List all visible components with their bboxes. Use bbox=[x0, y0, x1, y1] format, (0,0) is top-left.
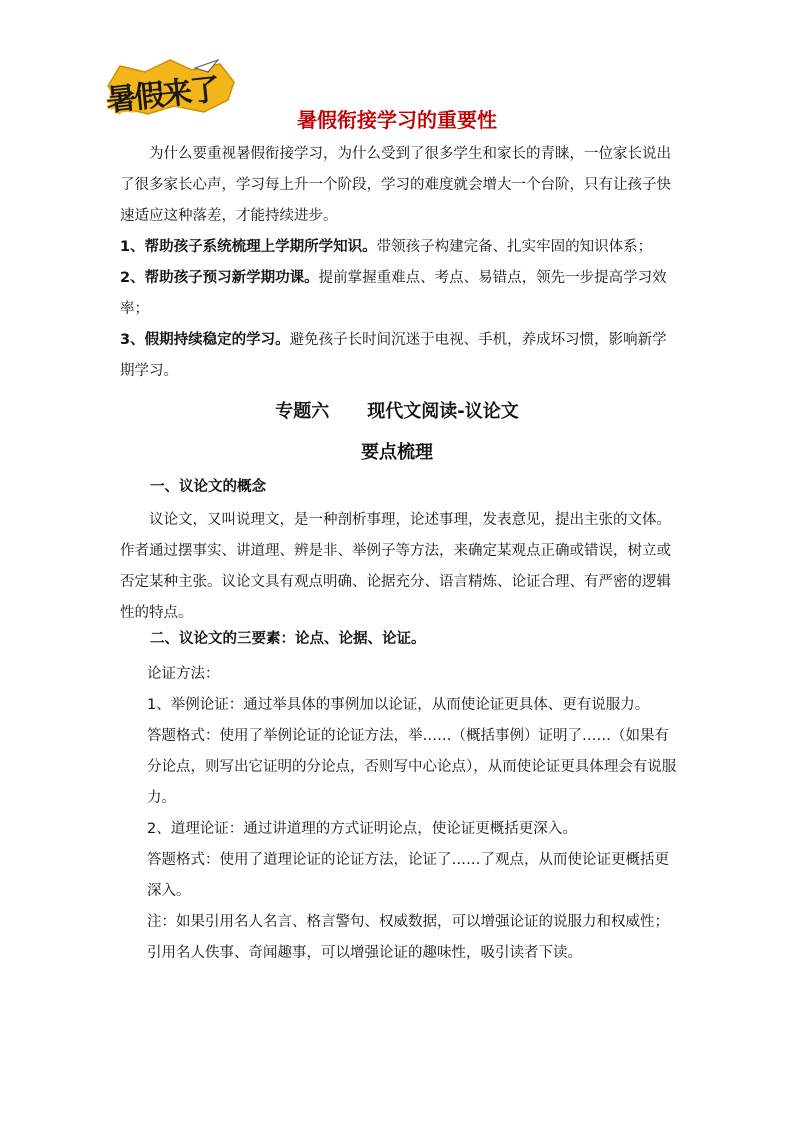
note: 注：如果引用名人名言、格言警句、权威数据，可以增强论证的说服力和权威性；引用名人佚事、奇闻趣事，可以增强论证的趣味性，吸引读者下读。 bbox=[147, 914, 669, 961]
list-item-text: 避免孩子长时间沉迷于电视、手机，养成坏习惯，影响新学期学习。 bbox=[120, 332, 667, 379]
list-item-text: 带领孩子构建完备、扎实牢固的知识体系； bbox=[376, 239, 653, 255]
section2-content bbox=[147, 659, 682, 969]
topic-heading bbox=[0, 397, 794, 423]
method-example-answer: 答题格式：使用了举例论证的论证方法，举……（概括事例）证明了……（如果有分论点，则写出它证明的分论点，否则写中心论点），从而使论证更具体理会有说服力。 bbox=[147, 728, 677, 806]
list-item bbox=[120, 325, 680, 387]
intro-list bbox=[120, 232, 680, 387]
subtopic-heading: 要点梳理 bbox=[361, 442, 433, 463]
list-item-lead: 1、帮助孩子系统梳理上学期所学知识。 bbox=[120, 239, 377, 255]
section1-body: 议论文，又叫说理文，是一种剖析事理，论述事理，发表意见，提出主张的文体。作者通过摆事实、讲道理、辨是非、举例子等方法，来确定某观点正确或错误，树立或否定某种主张。议论文具有观点明确、论据充分、语言精炼、论证合理、有严密的逻辑性的特点。 bbox=[120, 512, 671, 621]
method-example: 1、举例论证：通过举具体的事例加以论证，从而使论证更具体、更有说服力。 bbox=[147, 697, 650, 713]
topic-name: 现代文阅读-议论文 bbox=[367, 401, 519, 422]
topic-number: 专题六 bbox=[275, 401, 330, 422]
list-item-lead: 2、帮助孩子预习新学期功课。 bbox=[120, 270, 319, 286]
intro-paragraph: 为什么要重视暑假衔接学习，为什么受到了很多学生和家长的青睐，一位家长说出了很多家长心声，学习每上升一个阶段，学习的难度就会增大一个台阶，只有让孩子快速适应这种落差，才能持续进步。 bbox=[120, 146, 671, 224]
logo-text: 暑假来了 bbox=[104, 72, 220, 119]
list-item bbox=[120, 232, 680, 263]
method-reasoning-answer: 答题格式：使用了道理论证的论证方法，论证了……了观点，从而使论证更概括更深入。 bbox=[147, 852, 669, 899]
list-item-text: 提前掌握重难点、考点、易错点，领先一步提高学习效率； bbox=[120, 270, 667, 317]
page-title: 暑假衔接学习的重要性 bbox=[297, 108, 497, 132]
section1-heading: 一、议论文的概念 bbox=[150, 479, 266, 495]
section2-heading: 二、议论文的三要素：论点、论据、论证。 bbox=[150, 631, 426, 647]
list-item-lead: 3、假期持续稳定的学习。 bbox=[120, 332, 290, 348]
method-reasoning: 2、道理论证：通过讲道理的方式证明论点，使论证更概括更深入。 bbox=[147, 821, 577, 837]
methods-label: 论证方法： bbox=[147, 666, 220, 682]
list-item bbox=[120, 263, 680, 325]
